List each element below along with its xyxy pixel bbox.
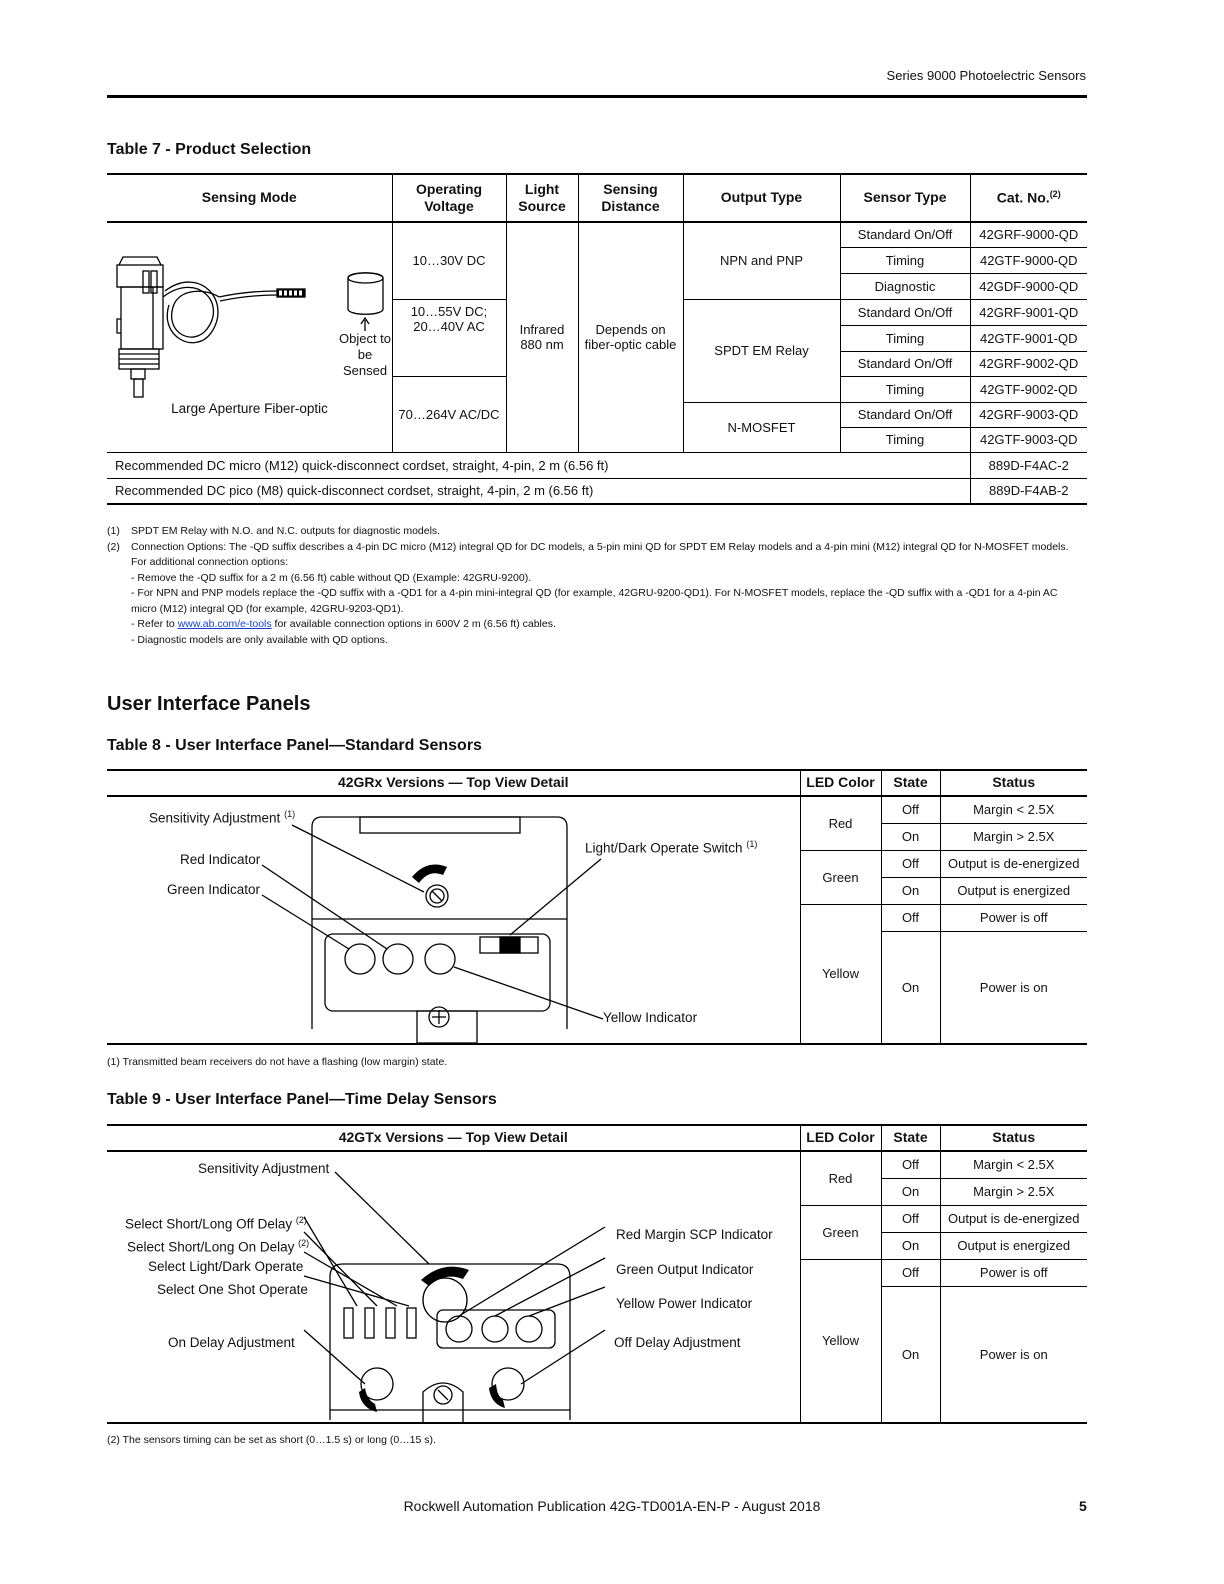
cat-no-cell: 42GRF-9003-QD (970, 402, 1087, 427)
status-cell: Output is energized (940, 1232, 1087, 1259)
footnote-2: Connection Options: The -QD suffix describes a 4-pin DC micro (M12) integral QD for DC models, a 5-pin mini QD for SPDT EM Relay models and a 4-pin mini (M12) integral QD for N-MOSFET models. For additional connection options: (131, 540, 1069, 568)
col-detail: 42GTx Versions — Top View Detail (107, 1125, 800, 1151)
fiber-optic-diagram-cell (107, 222, 392, 452)
sensor-type-cell: Timing (840, 247, 970, 273)
status-cell: Power is on (940, 931, 1087, 1044)
page-number: 5 (1079, 1498, 1087, 1514)
table7-title: Table 7 - Product Selection (107, 141, 312, 158)
light-dark-operate-label: Select Light/Dark Operate (148, 1259, 304, 1274)
green-output-indicator-label: Green Output Indicator (616, 1262, 754, 1277)
status-cell: Margin < 2.5X (940, 1151, 1087, 1178)
42gtx-diagram-cell (107, 1151, 800, 1423)
green-indicator-label: Green Indicator (167, 882, 261, 897)
status-cell: Margin < 2.5X (940, 796, 1087, 823)
status-cell: Margin > 2.5X (940, 823, 1087, 850)
col-light-source: Light Source (506, 174, 578, 222)
table8-title: Table 8 - User Interface Panel—Standard Sensors (107, 737, 482, 754)
voltage-cell: 10…55V DC; 20…40V AC (392, 299, 506, 376)
sensitivity-adjustment-label: Sensitivity Adjustment (198, 1161, 330, 1176)
table9-footnote: (2) The sensors timing can be set as short (0…1.5 s) or long (0…15 s). (107, 1434, 436, 1446)
sensor-type-cell: Timing (840, 427, 970, 452)
footnote-2-item: - Remove the -QD suffix for a 2 m (6.56 ft) cable without QD (Example: 42GRU-9200). (131, 571, 532, 584)
state-cell: Off (881, 1205, 940, 1232)
cordset-desc-cell: Recommended DC micro (M12) quick-disconnect cordset, straight, 4-pin, 2 m (6.56 ft) (107, 452, 970, 478)
led-color-cell: Yellow (800, 1259, 881, 1423)
col-operating-voltage: Operating Voltage (392, 174, 506, 222)
cat-no-cell: 42GTF-9003-QD (970, 427, 1087, 452)
red-margin-indicator-label: Red Margin SCP Indicator (616, 1227, 773, 1242)
state-cell: Off (881, 850, 940, 877)
state-cell: Off (881, 1259, 940, 1286)
col-cat-no: Cat. No.$^{(2)}$ (970, 174, 1087, 222)
output-type-cell: NPN and PNP (683, 222, 840, 299)
led-color-cell: Green (800, 850, 881, 904)
42grx-panel-illustration (107, 797, 800, 1044)
status-cell: Power is off (940, 904, 1087, 931)
state-cell: Off (881, 1151, 940, 1178)
cat-no-cell: 42GRF-9000-QD (970, 222, 1087, 247)
sensor-type-cell: Standard On/Off (840, 351, 970, 376)
footnote-1: SPDT EM Relay with N.O. and N.C. outputs for diagnostic models. (131, 525, 441, 537)
state-cell: Off (881, 904, 940, 931)
sensor-type-cell: Timing (840, 325, 970, 351)
status-cell: Output is de-energized (940, 1205, 1087, 1232)
output-type-cell: SPDT EM Relay (683, 299, 840, 402)
col-sensing-mode: Sensing Mode (107, 174, 392, 222)
sensing-distance-cell: Depends on fiber-optic cable (578, 222, 683, 452)
one-shot-operate-label: Select One Shot Operate (157, 1282, 308, 1297)
publication-footer: Rockwell Automation Publication 42G-TD001A-EN-P - August 2018 (403, 1498, 821, 1514)
table7-footnotes: (1) SPDT EM Relay with N.O. and N.C. outputs for diagnostic models. (2) Connection Options: The -QD suffix describes a 4-pin DC micro (M12) integral QD for DC models, a 5-pin mini QD for SPDT EM Relay models and a 4-pin mini (M12) integral QD for N-MOSFET models. For additional connection options: - Remove the -QD suffix for a 2 m (6.56 ft) cable without QD (Example: 42GRU-9200). - For NPN and PNP models replace the -QD suffix with a -QD1 for a 4-pin mini-integral QD (for example, 42GRU-9200-QD1). For N-MOSFET models, replace the -QD suffix with a -QD1 for a 4-pin AC micro (M12) integral QD (for example, 42GRU-9203-QD1). - Refer to www.ab.com/e-tools for available connection options in 600V 2 m (6.56 ft) cables. - Diagnostic models are only available with QD options. (107, 524, 1077, 648)
col-status: Status (940, 770, 1087, 796)
object-to-be-sensed-label: Object to be Sensed (338, 331, 392, 378)
cordset-cat-no-cell: 889D-F4AB-2 (970, 478, 1087, 504)
e-tools-link[interactable]: www.ab.com/e-tools (177, 618, 272, 630)
table8-footnote: (1) Transmitted beam receivers do not have a flashing (low margin) state. (107, 1056, 448, 1068)
sensor-type-cell: Timing (840, 376, 970, 402)
col-state: State (881, 1125, 940, 1151)
product-selection-table (107, 173, 1087, 505)
status-cell: Power is off (940, 1259, 1087, 1286)
state-cell: On (881, 823, 940, 850)
yellow-power-indicator-label: Yellow Power Indicator (616, 1296, 753, 1311)
sensor-type-cell: Standard On/Off (840, 222, 970, 247)
light-source-cell: Infrared 880 nm (506, 222, 578, 452)
cat-no-cell: 42GTF-9001-QD (970, 325, 1087, 351)
led-color-cell: Yellow (800, 904, 881, 1044)
state-cell: On (881, 931, 940, 1044)
sensitivity-adjustment-label: Sensitivity Adjustment $^{(1)}$ (149, 809, 296, 826)
state-cell: Off (881, 796, 940, 823)
light-dark-switch-label: Light/Dark Operate Switch $^{(1)}$ (585, 839, 758, 856)
voltage-cell: 70…264V AC/DC (392, 376, 506, 452)
cat-no-cell: 42GTF-9000-QD (970, 247, 1087, 273)
led-color-cell: Red (800, 1151, 881, 1205)
cat-no-cell: 42GDF-9000-QD (970, 273, 1087, 299)
cordset-desc-cell: Recommended DC pico (M8) quick-disconnect cordset, straight, 4-pin, 2 m (6.56 ft) (107, 478, 970, 504)
footnote-2-item: - For NPN and PNP models replace the -QD suffix with a -QD1 for a 4-pin mini-integral QD (for example, 42GRU-9200-QD1). For N-MOSFET models, replace the -QD suffix with a -QD1 for a 4-pin AC micro (M12) integral QD (for example, 42GRU-9203-QD1). (131, 587, 1058, 615)
sensor-type-cell: Diagnostic (840, 273, 970, 299)
42grx-diagram-cell (107, 796, 800, 1044)
status-cell: Output is de-energized (940, 850, 1087, 877)
col-output-type: Output Type (683, 174, 840, 222)
status-cell: Power is on (940, 1286, 1087, 1423)
led-color-cell: Green (800, 1205, 881, 1259)
col-led-color: LED Color (800, 770, 881, 796)
sensor-type-cell: Standard On/Off (840, 402, 970, 427)
cat-no-cell: 42GRF-9001-QD (970, 299, 1087, 325)
standard-sensors-table (107, 769, 1087, 1045)
red-indicator-label: Red Indicator (180, 852, 261, 867)
col-sensor-type: Sensor Type (840, 174, 970, 222)
short-long-on-delay-label: Select Short/Long On Delay $^{(2)}$ (127, 1238, 310, 1255)
time-delay-sensors-table (107, 1124, 1087, 1424)
status-cell: Margin > 2.5X (940, 1178, 1087, 1205)
voltage-cell: 10…30V DC (392, 222, 506, 299)
state-cell: On (881, 1286, 940, 1423)
cat-no-cell: 42GTF-9002-QD (970, 376, 1087, 402)
col-state: State (881, 770, 940, 796)
state-cell: On (881, 1232, 940, 1259)
output-type-cell: N-MOSFET (683, 402, 840, 452)
led-color-cell: Red (800, 796, 881, 850)
col-status: Status (940, 1125, 1087, 1151)
col-led-color: LED Color (800, 1125, 881, 1151)
running-header: Series 9000 Photoelectric Sensors (886, 68, 1086, 83)
table9-title: Table 9 - User Interface Panel—Time Delay Sensors (107, 1091, 497, 1108)
footnote-2-item: - Refer to www.ab.com/e-tools for available connection options in 600V 2 m (6.56 ft) cables. (131, 618, 556, 630)
on-delay-adjustment-label: On Delay Adjustment (168, 1335, 295, 1350)
header-rule (107, 95, 1087, 98)
footnote-2-item: - Diagnostic models are only available with QD options. (131, 633, 388, 646)
section-title: User Interface Panels (107, 693, 311, 715)
col-sensing-distance: Sensing Distance (578, 174, 683, 222)
off-delay-adjustment-label: Off Delay Adjustment (614, 1335, 741, 1350)
diagram-caption: Large Aperture Fiber-optic (171, 401, 328, 416)
status-cell: Output is energized (940, 877, 1087, 904)
yellow-indicator-label: Yellow Indicator (603, 1010, 698, 1025)
state-cell: On (881, 1178, 940, 1205)
col-detail: 42GRx Versions — Top View Detail (107, 770, 800, 796)
cat-no-cell: 42GRF-9002-QD (970, 351, 1087, 376)
cordset-cat-no-cell: 889D-F4AC-2 (970, 452, 1087, 478)
state-cell: On (881, 877, 940, 904)
short-long-off-delay-label: Select Short/Long Off Delay $^{(2)}$ (125, 1215, 307, 1232)
sensor-type-cell: Standard On/Off (840, 299, 970, 325)
